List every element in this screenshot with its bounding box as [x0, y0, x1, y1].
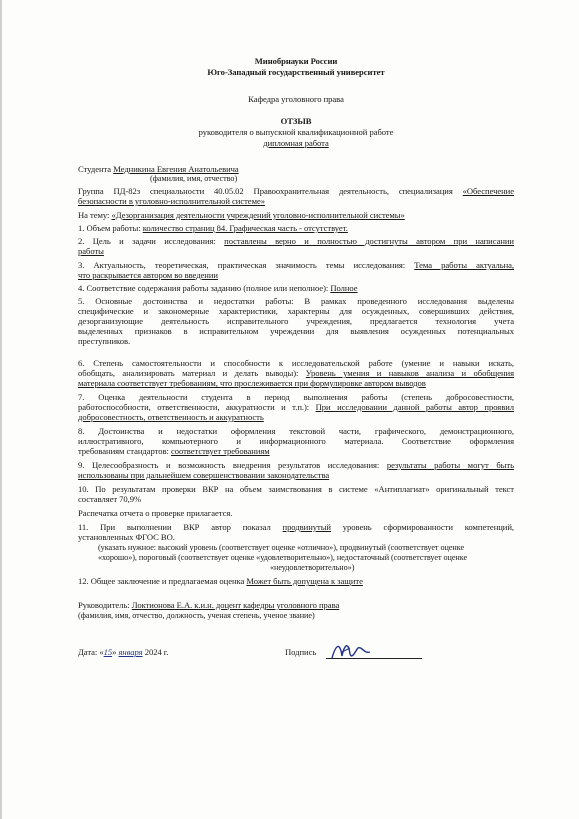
item-1-value: количество страниц 84. Графическая часть - отсутствует. — [142, 223, 348, 233]
item-8-line-1: 8. Достоинства и недостатки оформления текстовой части, графического, демонстрационного, — [78, 426, 514, 436]
item-1 — [78, 223, 514, 233]
item-12 — [78, 576, 514, 586]
item-6-text: обобщать, анализировать материал и делать выводы): — [78, 368, 299, 378]
item-1-label: 1. Объем работы: — [78, 223, 141, 233]
item-8-line-3 — [78, 446, 514, 456]
supervisor-hint: (фамилия, имя, отчество, должность, ученая степень, ученое звание) — [78, 611, 315, 620]
item-10-line-3: Распечатка отчета о проверке прилагается. — [78, 508, 233, 518]
item-4-value: Полное — [330, 283, 358, 293]
item-11-line-2: установленных ФГОС ВО. — [78, 532, 175, 542]
student-hint: (фамилия, имя, отчество) — [150, 174, 238, 183]
topic-label: На тему: — [78, 210, 110, 220]
topic-line — [78, 210, 514, 220]
work-type: дипломная работа — [263, 138, 329, 148]
item-3-line-2: что раскрывается автором во введении — [78, 270, 218, 280]
date-separator: » — [112, 647, 117, 657]
item-2-value: поставлены верно и полностью достигнуты автором при написании — [224, 236, 514, 246]
item-11-note-2: «хорошо»), пороговый (соответствует оценке «удовлетворительно»), недостаточный (соответствует оценке — [98, 553, 468, 562]
university-name: Юго-Западный государственный университет — [207, 67, 385, 77]
item-4 — [78, 283, 514, 293]
item-5-line-3: дезорганизующие деятельность исправительного учреждения, предлагается технология учета — [78, 316, 514, 326]
student-name: Медникина Евгения Анатольевича — [113, 164, 239, 174]
item-11-text: 11. При выполнении ВКР автор показал — [78, 522, 271, 532]
group-text: Группа ПД-82з специальности 40.05.02 Правоохранительная деятельность, специализация — [78, 186, 453, 196]
item-9-line-1 — [78, 460, 514, 470]
item-6-value: Уровень умения и навыков анализа и обобщения — [305, 368, 514, 378]
item-11-level: продвинутый — [282, 522, 331, 532]
item-9-text: 9. Целесообразность и возможность внедрения результатов исследования: — [78, 460, 380, 470]
document-subtitle: руководителя о выпускной квалификационной работе — [198, 127, 394, 137]
date-month: января — [118, 647, 143, 657]
signature-mark — [328, 638, 378, 664]
ministry-name: Минобрнауки России — [254, 56, 338, 66]
department-name: Кафедра уголовного права — [248, 94, 344, 104]
date-label: Дата: « — [78, 647, 104, 657]
item-3-line-1 — [78, 260, 514, 270]
specialization-start: «Обеспечение — [462, 186, 514, 196]
item-5-line-1: 5. Основные достоинства и недостатки работы: В рамках проведенного исследования выделены — [78, 296, 514, 306]
item-2-line-2: работы — [78, 246, 104, 256]
item-4-label: 4. Соответствие содержания работы заданию (полное или неполное): — [78, 283, 329, 293]
signature-label: Подпись — [285, 647, 317, 657]
item-8-line-2: иллюстративного, компьютерного и информационного материала. Соответствие оформления — [78, 436, 514, 446]
student-line — [78, 164, 514, 174]
group-line-2: безопасности в уголовно-исполнительной системе» — [78, 196, 265, 206]
item-6-line-1: 6. Степень самостоятельности и способности к исследовательской работе (умение и навыки искать, — [78, 358, 514, 368]
item-7-line-2 — [78, 402, 514, 412]
item-12-value: Может быть допущена к защите — [246, 576, 363, 586]
item-11-line-1 — [78, 522, 514, 532]
item-5-line-4: выделенных признаков в исправительном учреждении для выявления осужденных потенциальных — [78, 326, 514, 336]
supervisor-value: Локтионова Е.А. к.и.н. доцент кафедры уголовного права — [131, 600, 340, 610]
item-9-line-2: использованы при дальнейшем совершенствовании законодательства — [78, 470, 330, 480]
item-7-line-1: 7. Оценка деятельности студента в период выполнения работы (степень добросовестности, — [78, 392, 514, 402]
item-6-line-2 — [78, 368, 514, 378]
student-label: Студента — [78, 164, 112, 174]
item-7-value: При исследовании данной работы автор проявил — [315, 402, 514, 412]
item-9-value: результаты работы могут быть — [386, 460, 514, 470]
item-8-text: требованиям стандартов: — [78, 446, 169, 456]
group-line-1 — [78, 186, 514, 196]
date-day: 15 — [103, 647, 113, 657]
item-11-text-b: уровень сформированности компетенций, — [342, 522, 514, 532]
date-line — [78, 647, 228, 657]
item-11-note-1: (указать нужное: высокий уровень (соответствует оценке «отлично»), продвинутый (соответствует оценке — [98, 543, 465, 552]
document-title: ОТЗЫВ — [280, 116, 312, 126]
item-7-line-3: добросовестность, ответственность и аккуратность — [78, 412, 264, 422]
supervisor-line — [78, 600, 514, 610]
item-5-line-5: преступников. — [78, 336, 131, 346]
item-12-text: 12. Общее заключение и предлагаемая оценка — [78, 576, 245, 586]
item-5-line-2: специфические и закономерные характеристики, характерны для осужденных, совершивших действия, — [78, 306, 514, 316]
date-year: 2024 г. — [144, 647, 169, 657]
item-7-text: работоспособности, ответственности, аккуратности и т.п.): — [78, 402, 310, 412]
supervisor-label: Руководитель: — [78, 600, 130, 610]
item-3-value: Тема работы актуальна, — [414, 260, 514, 270]
topic-value: «Дезорганизация деятельности учреждений уголовно-исполнительной системы» — [111, 210, 405, 220]
page-edge — [0, 0, 2, 819]
item-2-line-1 — [78, 236, 514, 246]
item-2-label: 2. Цель и задачи исследования: — [78, 236, 216, 246]
item-10-line-1: 10. По результатам проверки ВКР на объем заимствования в системе «Антиплагиат» оригинальный текст — [78, 484, 514, 494]
item-10-line-2: составляет 70,9% — [78, 494, 142, 504]
item-8-value: соответствует требованиям — [170, 446, 270, 456]
item-3-label: 3. Актуальность, теоретическая, практическая значимость темы исследования: — [78, 260, 406, 270]
item-11-note-3: «неудовлетворительно») — [270, 563, 355, 572]
item-6-line-3: материала соответствует требованиям, что прослеживается при формулировке автором выводов — [78, 378, 426, 388]
